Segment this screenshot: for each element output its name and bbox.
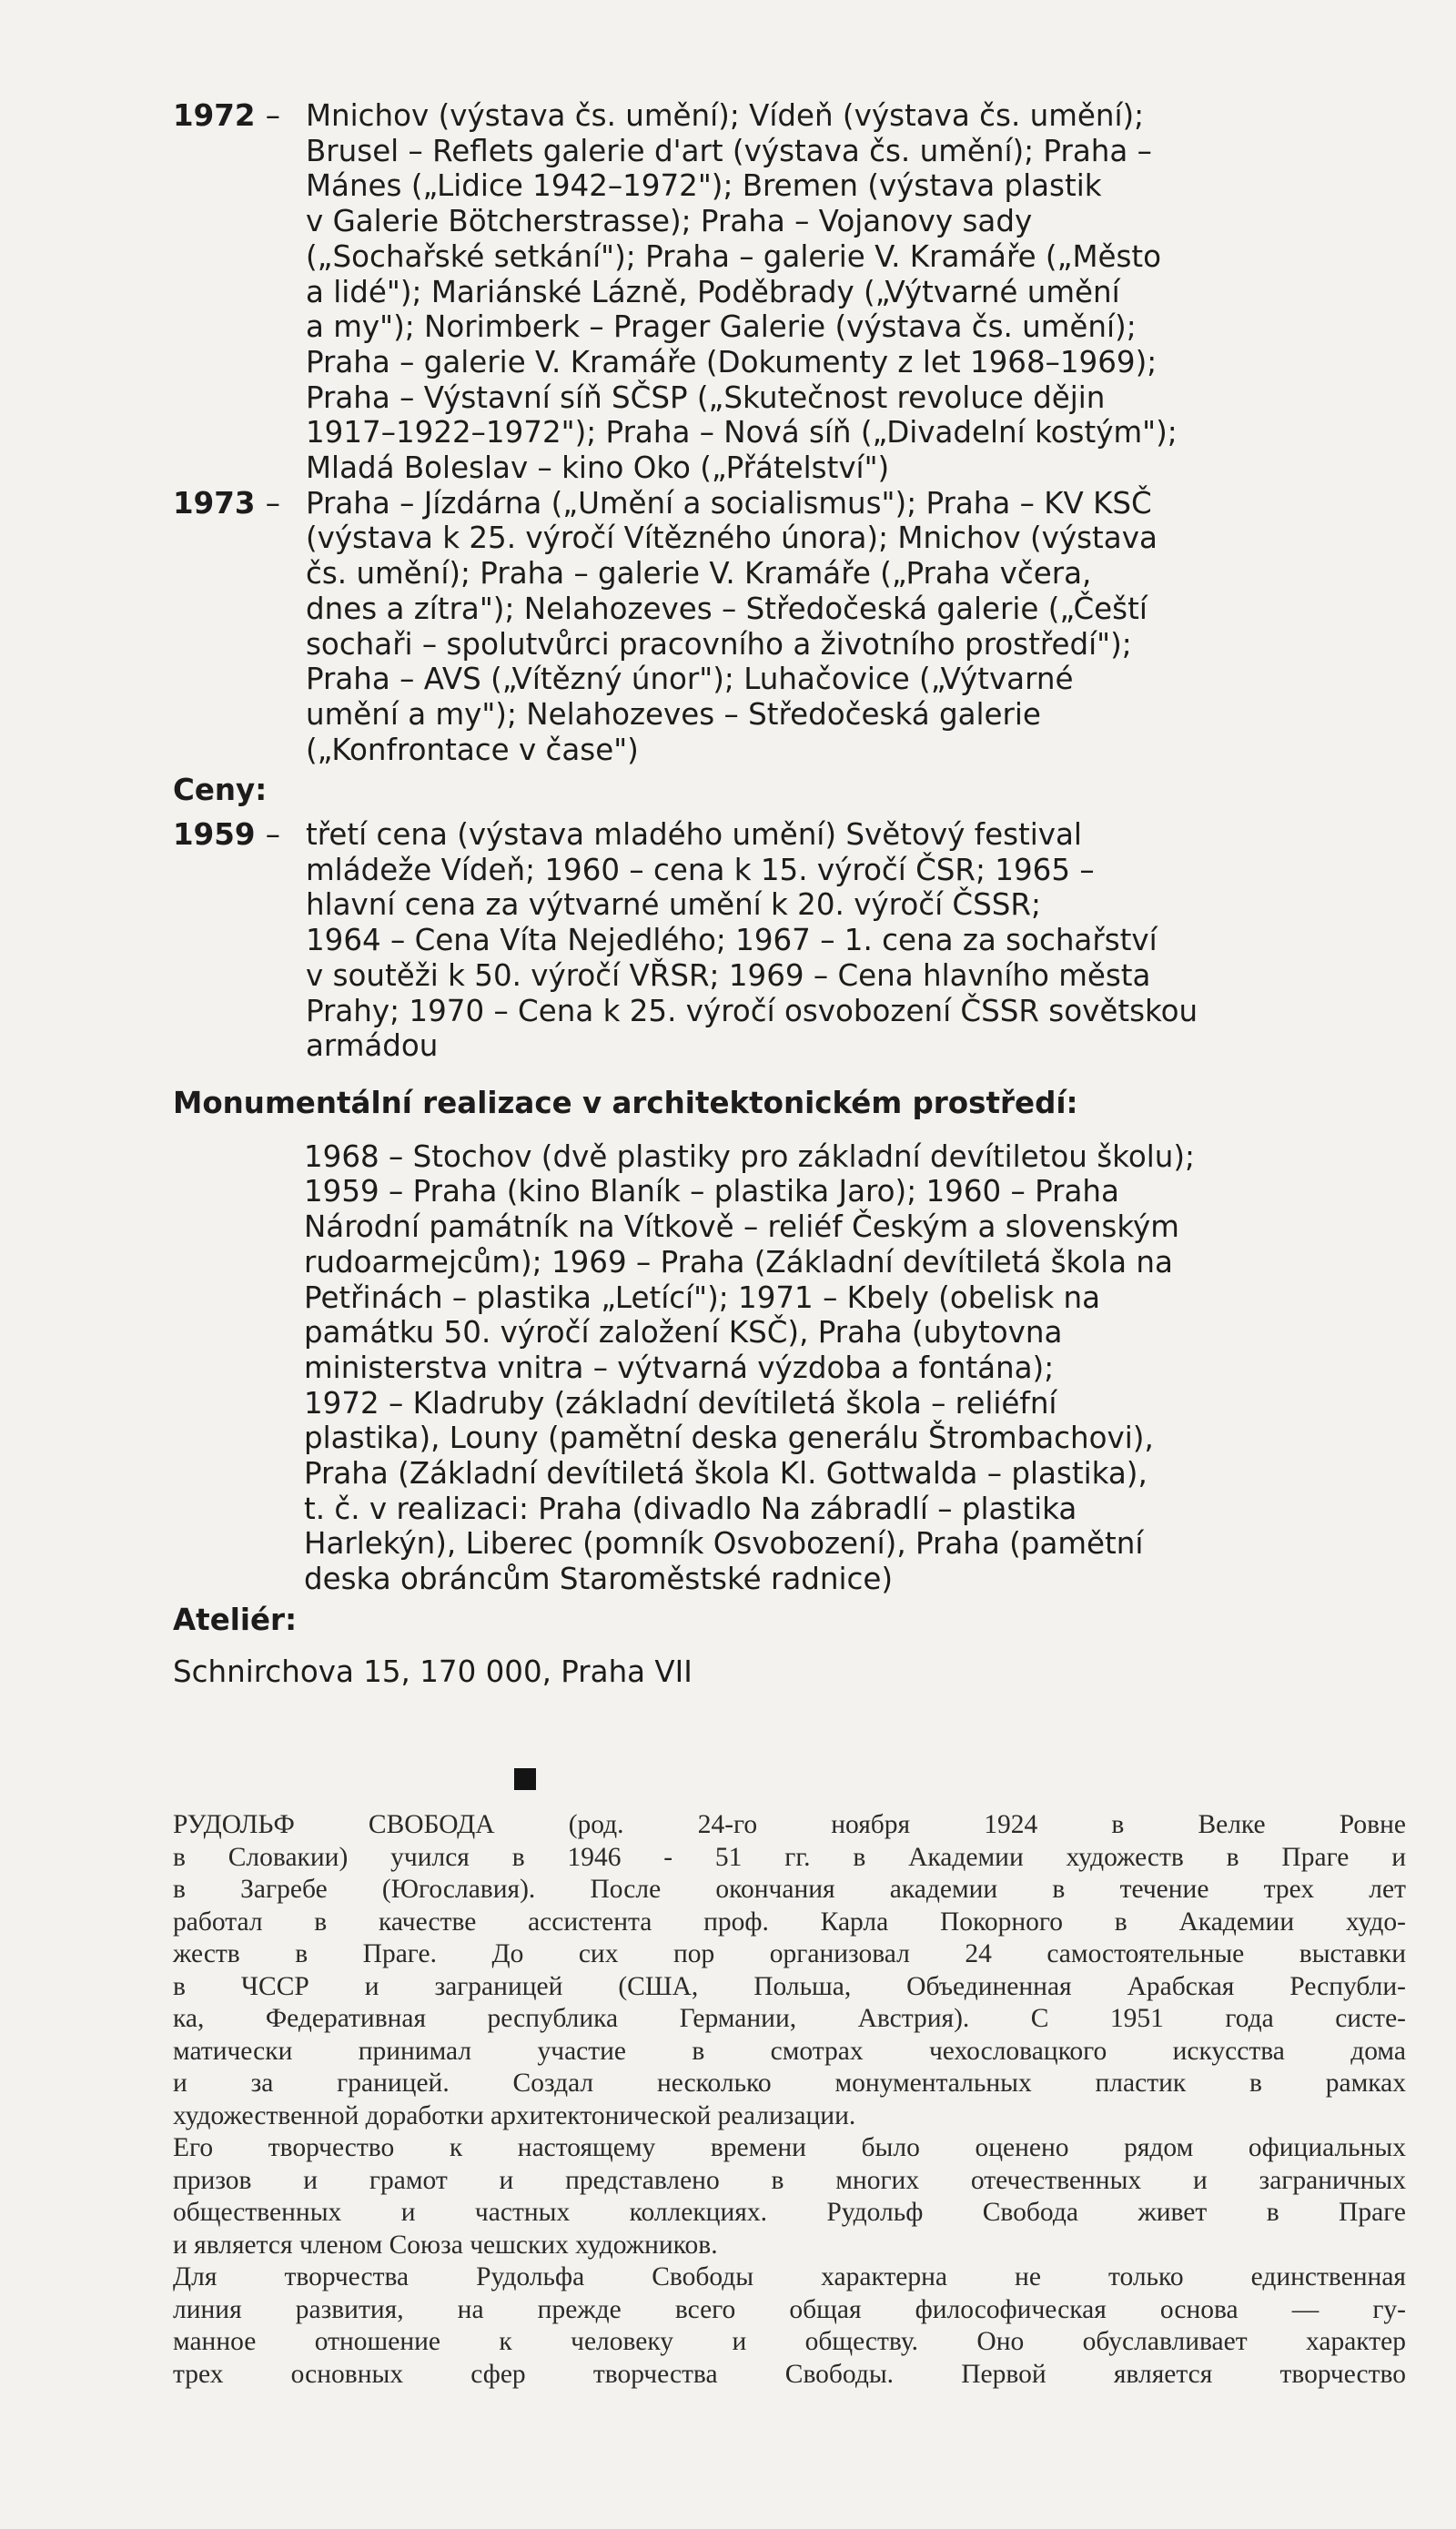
text-line: armádou [306, 1028, 439, 1064]
text-line: ministerstva vnitra – výtvarná výzdoba a fontána); [304, 1350, 1055, 1385]
text-line: plastika), Louny (pamětní deska generálu Štrombachovi), [304, 1421, 1154, 1456]
text-line: манное отношение к человеку и обществу. Оно обуславливает характер [173, 2327, 1406, 2356]
studio-heading: Ateliér: [173, 1602, 298, 1637]
czech-section [173, 98, 1329, 1689]
text-line: 1917–1922–1972"); Praha – Nová síň („Divadelní kostým"); [306, 415, 1178, 450]
text-line: čs. umění); Praha – galerie V. Kramáře („Praha včera, [306, 556, 1092, 592]
text-line: Praha (Základní devítiletá škola Kl. Gottwalda – plastika), [304, 1456, 1148, 1492]
text-line: („Konfrontace v čase") [306, 732, 639, 767]
text-line: 1972 – Kladruby (základní devítiletá škola – reliéfní [304, 1385, 1057, 1421]
text-line: Praha – Jízdárna („Umění a socialismus"); Praha – KV KSČ [306, 485, 1152, 521]
text-line: („Sochařské setkání"); Praha – galerie V. Kramáře („Město [306, 238, 1162, 274]
text-line: Harlekýn), Liberec (pomník Osvobození), Praha (pamětní [304, 1526, 1144, 1562]
text-line: 1968 – Stochov (dvě plastiky pro základní devítiletou školu); [304, 1138, 1195, 1174]
text-line: dnes a zítra"); Nelahozeves – Středočeská galerie („Čeští [306, 591, 1148, 626]
text-line: Praha – galerie V. Kramáře (Dokumenty z let 1968–1969); [306, 344, 1158, 379]
entry-year: 1959 [173, 817, 256, 853]
text-line: Mnichov (výstava čs. umění); Vídeň (výstava čs. umění); [306, 98, 1145, 133]
entry-year: 1973 [173, 485, 256, 521]
text-line: жеств в Праге. До сих пор организовал 24 самостоятельные выставки [173, 1939, 1406, 1968]
text-line: v soutěži k 50. výročí VŘSR; 1969 – Cena hlavního města [306, 957, 1151, 993]
text-line: Prahy; 1970 – Cena k 25. výročí osvobození ČSSR sovětskou [306, 993, 1198, 1028]
text-line: Národní památník na Vítkově – reliéf Českým a slovenským [304, 1209, 1179, 1245]
text-line: Mladá Boleslav – kino Oko („Přátelství") [306, 450, 890, 486]
text-line: a my"); Norimberk – Prager Galerie (výstava čs. umění); [306, 309, 1137, 345]
text-line: a lidé"); Mariánské Lázně, Poděbrady („Výtvarné umění [306, 274, 1120, 309]
text-line: трех основных сфер творчества Свободы. Первой является творчество [173, 2359, 1406, 2389]
text-line: и за границей. Создал несколько монументальных пластик в рамках [173, 2069, 1406, 2098]
text-line: hlavní cena za výtvarné umění k 20. výročí ČSSR; [306, 887, 1041, 923]
text-line: deska obráncům Staroměstské radnice) [304, 1562, 894, 1597]
text-line: památku 50. výročí založení KSČ), Praha (ubytovna [304, 1315, 1063, 1350]
entry-dash: – [265, 817, 281, 853]
section-divider-square [514, 1768, 536, 1790]
entry-body [306, 98, 1329, 486]
text-line: Praha – Výstavní síň SČSP („Skutečnost revoluce dějin [306, 379, 1106, 415]
text-line: матически принимал участие в смотрах чехословацкого искусства дома [173, 2036, 1406, 2066]
entry-body [306, 486, 1329, 768]
text-line: 1964 – Cena Víta Nejedlého; 1967 – 1. cena za sochařství [306, 923, 1158, 958]
text-line: Его творчество к настоящему времени было оценено рядом официальных [173, 2133, 1406, 2162]
text-line: (výstava k 25. výročí Vítězného února); Mnichov (výstava [306, 521, 1158, 556]
text-line: в Загребе (Югославия). После окончания академии в течение трех лет [173, 1875, 1406, 1904]
exhibition-entry-1972 [173, 98, 1329, 486]
text-line: работал в качестве ассистента проф. Карла Покорного в Академии худо- [173, 1907, 1406, 1937]
text-line: общественных и частных коллекциях. Рудольф Свобода живет в Праге [173, 2198, 1406, 2227]
entry-dash: – [265, 485, 281, 521]
exhibition-entry-1973 [173, 486, 1329, 768]
text-line: mládeže Vídeň; 1960 – cena k 15. výročí ČSR; 1965 – [306, 852, 1095, 887]
awards-heading: Ceny: [173, 773, 268, 808]
russian-biography [173, 1809, 1406, 2391]
text-line: призов и грамот и представлено в многих отечественных и заграничных [173, 2165, 1406, 2195]
text-line: rudoarmejcům); 1969 – Praha (Základní devítiletá škola na [304, 1244, 1173, 1280]
text-line: umění a my"); Nelahozeves – Středočeská galerie [306, 696, 1041, 732]
text-line: 1959 – Praha (kino Blaník – plastika Jaro); 1960 – Praha [304, 1174, 1119, 1209]
entry-body [306, 817, 1329, 1064]
text-line: в ЧССР и заграницей (США, Польша, Объединенная Арабская Республи- [173, 1971, 1406, 2001]
text-line: v Galerie Bötcherstrasse); Praha – Vojanovy sady [306, 204, 1033, 239]
text-line: ка, Федеративная республика Германии, Австрия). С 1951 года систе- [173, 2004, 1406, 2033]
text-line: в Словакии) учился в 1946 - 51 гг. в Академии художеств в Праге и [173, 1842, 1406, 1872]
awards-entry [173, 817, 1329, 1064]
text-line: РУДОЛЬФ СВОБОДА (род. 24-го ноября 1924 в Велке Ровне [173, 1810, 1406, 1839]
text-line: Petřinách – plastika „Letící"); 1971 – Kbely (obelisk na [304, 1280, 1101, 1315]
text-line: линия развития, на прежде всего общая философическая основа — гу- [173, 2294, 1406, 2324]
text-line: художественной доработки архитектонической реализации. [173, 2100, 856, 2130]
text-line: sochaři – spolutvůrci pracovního a životního prostředí"); [306, 626, 1132, 662]
entry-year: 1972 [173, 98, 256, 133]
studio-address: Schnirchova 15, 170 000, Praha VII [173, 1654, 693, 1689]
text-line: třetí cena (výstava mladého umění) Světový festival [306, 817, 1082, 853]
text-line: Для творчества Рудольфа Свободы характерна не только единственная [173, 2262, 1406, 2291]
monumental-heading: Monumentální realizace v architektonickém prostředí: [173, 1085, 1078, 1120]
text-line: Praha – AVS („Vítězný únor"); Luhačovice („Výtvarné [306, 662, 1074, 697]
text-line: и является членом Союза чешских художников. [173, 2230, 718, 2260]
text-line: Brusel – Reflets galerie d'art (výstava čs. umění); Praha – [306, 133, 1152, 168]
monumental-list [173, 1139, 1329, 1597]
entry-dash: – [265, 98, 281, 133]
text-line: Mánes („Lidice 1942–1972"); Bremen (výstava plastik [306, 168, 1102, 204]
text-line: t. č. v realizaci: Praha (divadlo Na zábradlí – plastika [304, 1491, 1077, 1526]
